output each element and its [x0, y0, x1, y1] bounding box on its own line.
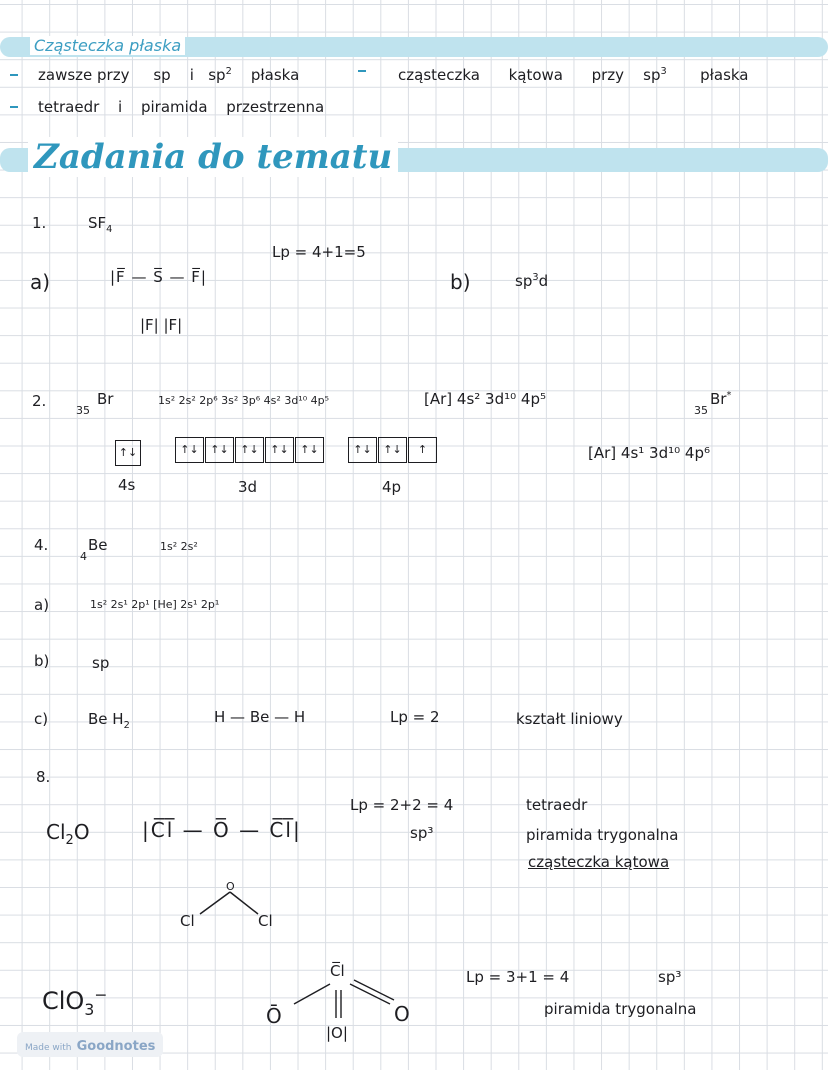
section-title: Zadania do tematu [28, 137, 398, 177]
task1-lewis-bottom: |F| |F| [140, 316, 183, 334]
task4-c-formula: Be $H_2$ [88, 710, 130, 731]
chlorate-o-bottom: |O| [326, 1024, 348, 1042]
orbital-box-3d-1: ↑↓ [175, 437, 204, 463]
task4-config: 1s² 2s² [160, 540, 198, 553]
notes-line-1: zawsze przy sp i $sp^2$ płaska [38, 66, 300, 84]
task4-atomic-number: 4 [80, 550, 87, 563]
sketch-oxygen: O [226, 880, 235, 893]
task4-c-lewis: H — Be — H [214, 708, 306, 726]
task2-excited-z: 35 [694, 404, 708, 417]
sketch-chlorine-left: Cl [180, 912, 195, 930]
task4-symbol: Be [88, 536, 108, 554]
task8-shape-2: piramida trygonalna [544, 1000, 697, 1018]
orbital-box-4p-1: ↑↓ [348, 437, 377, 463]
task8-shape-1a: tetraedr [526, 796, 588, 814]
task4-c-label: c) [34, 710, 49, 728]
orbital-label-3d: 3d [238, 478, 258, 496]
task4-b-text: sp [92, 654, 110, 672]
task1-a-label: a) [30, 270, 51, 294]
task4-number: 4. [34, 536, 49, 554]
task8-hybridization-2: sp³ [658, 968, 682, 986]
task1-b-label: b) [450, 270, 471, 294]
task8-hybridization-1: sp³ [410, 824, 434, 842]
orbital-box-3d-3: ↑↓ [235, 437, 264, 463]
task4-a-label: a) [34, 596, 50, 614]
task8-number: 8. [36, 768, 51, 786]
task2-config-short: [Ar] 4s² 3d¹⁰ 4p⁵ [424, 390, 546, 408]
task2-symbol: Br [97, 390, 114, 408]
task8-lewis-1: |C̅l̅ — O̅ — C̅l̅| [142, 818, 302, 842]
chlorate-o-left: Ō [266, 1004, 282, 1028]
orbital-label-4s: 4s [118, 476, 136, 494]
task1-number: 1. [32, 214, 47, 232]
task1-formula: $SF_4$ [88, 214, 113, 235]
task2-excited-symbol: Br* [710, 390, 732, 408]
task8-formula-1: $Cl_2O$ [46, 820, 90, 848]
orbital-label-4p: 4p [382, 478, 402, 496]
task8-shape-1c: cząsteczka kątowa [528, 853, 670, 871]
task1-lp: Lp = 4+1=5 [272, 243, 366, 261]
orbital-box-3d-2: ↑↓ [205, 437, 234, 463]
task2-atomic-number: 35 [76, 404, 90, 417]
task8-shape-1b: piramida trygonalna [526, 826, 679, 844]
orbital-box-3d-5: ↑↓ [295, 437, 324, 463]
orbital-box-3d-4: ↑↓ [265, 437, 294, 463]
task4-a-text: 1s² 2s¹ 2p¹ [He] 2s¹ 2p¹ [90, 598, 220, 611]
task1-b-hybridization: $sp^3d$ [515, 272, 549, 290]
orbital-box-4p-3: ↑ [408, 437, 437, 463]
task8-lp-1: Lp = 2+2 = 4 [350, 796, 454, 814]
task8-lp-2: Lp = 3+1 = 4 [466, 968, 570, 986]
task2-config: 1s² 2s² 2p⁶ 3s² 3p⁶ 4s² 3d¹⁰ 4p⁵ [158, 394, 330, 407]
task8-formula-2: ClO$_3$− [42, 986, 108, 1019]
bullet-dash [10, 106, 18, 108]
sketch-chlorine-right: Cl [258, 912, 273, 930]
task4-c-lp: Lp = 2 [390, 708, 440, 726]
chlorate-o-right: O [394, 1002, 410, 1026]
task4-b-label: b) [34, 652, 50, 670]
task4-c-shape: kształt liniowy [516, 710, 623, 728]
bullet-dash [358, 70, 366, 72]
chlorate-cl: C̅l [330, 962, 345, 980]
task2-number: 2. [32, 392, 47, 410]
notes-heading: Cząsteczka płaska [30, 36, 185, 55]
notes-line-1b: cząsteczka kątowa przy $sp^3$ płaska [398, 66, 749, 84]
notes-line-2: tetraedr i piramida przestrzenna [38, 98, 325, 116]
goodnotes-watermark: Made with Goodnotes [17, 1032, 163, 1057]
task1-lewis-top: |F̅ — S̅ — F̅| [110, 268, 207, 286]
orbital-box-4s: ↑↓ [115, 440, 141, 466]
orbital-box-4p-2: ↑↓ [378, 437, 407, 463]
bullet-dash [10, 74, 18, 76]
task2-excited-config: [Ar] 4s¹ 3d¹⁰ 4p⁶ [588, 444, 710, 462]
